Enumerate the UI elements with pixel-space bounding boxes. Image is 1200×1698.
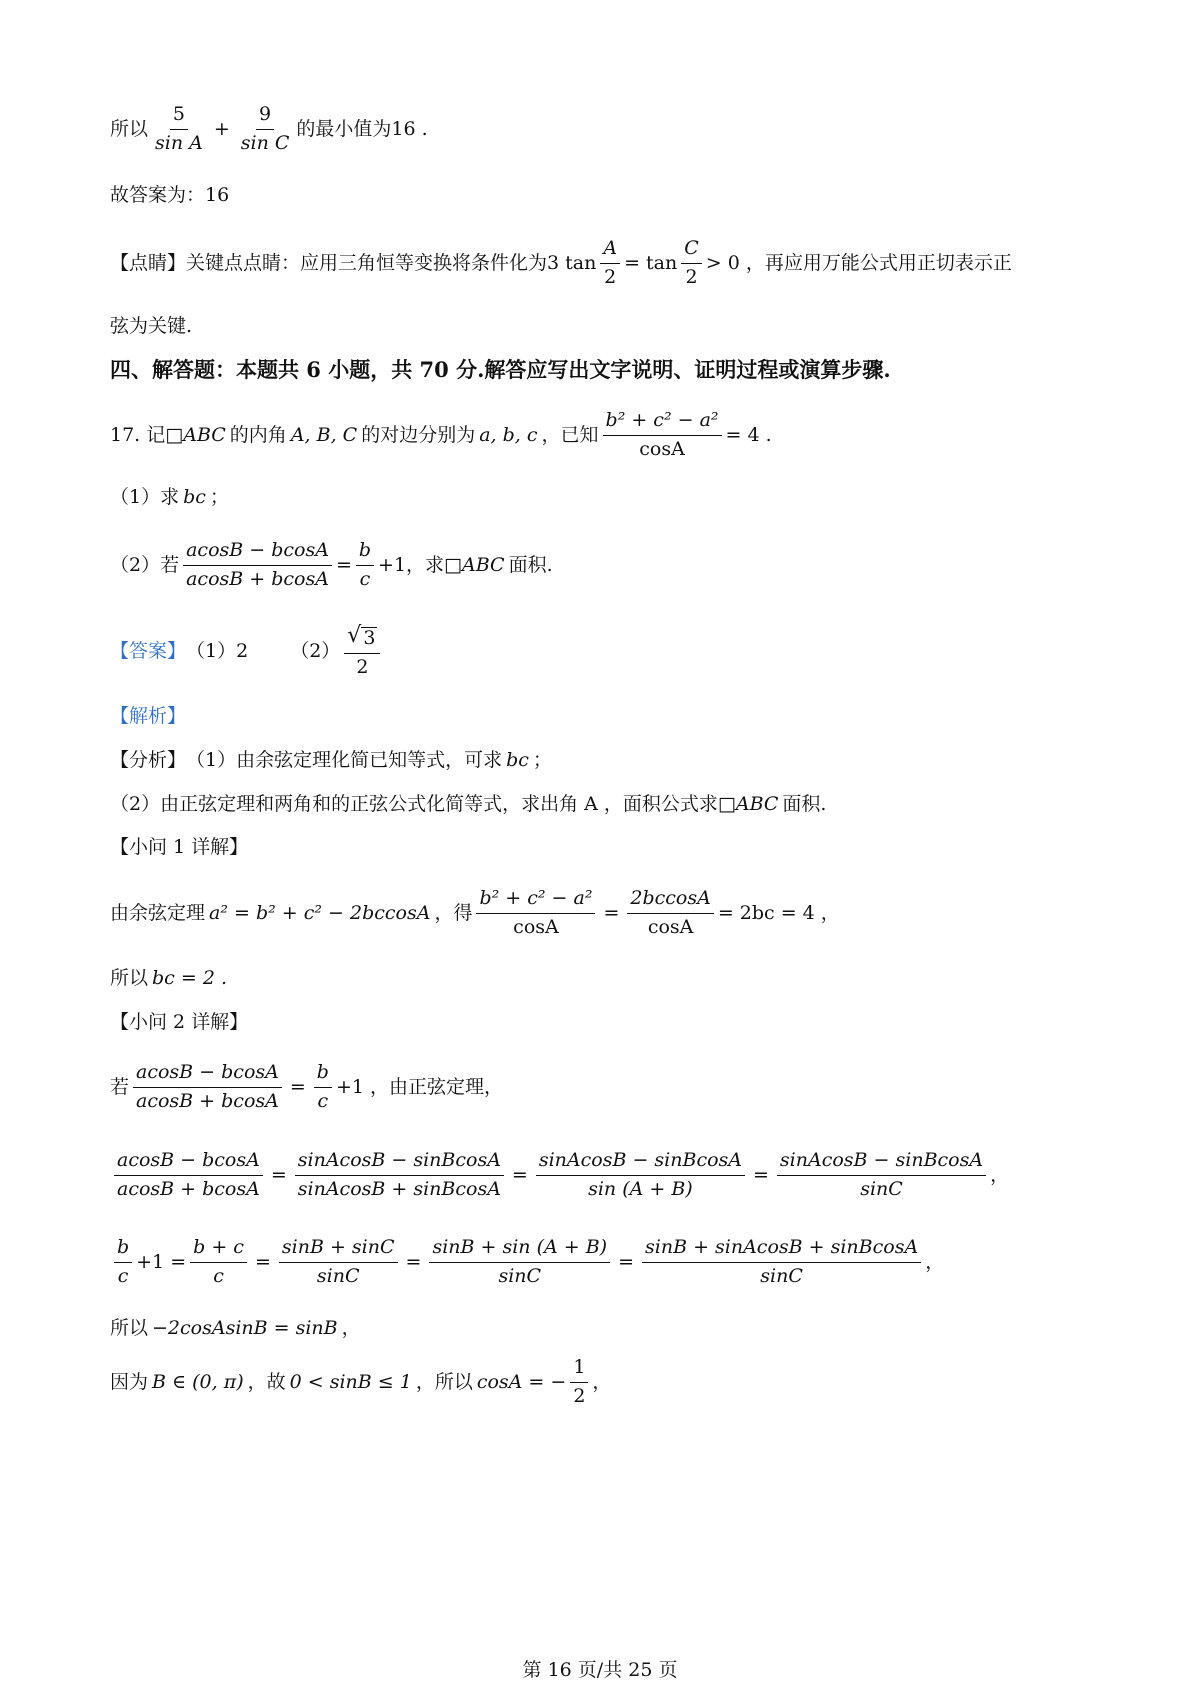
- text: 所以: [110, 967, 149, 989]
- answer-part-1: （1）2: [186, 640, 249, 663]
- sub-question-1-heading: [110, 837, 248, 858]
- text: 若: [110, 1075, 130, 1098]
- math: cosA = −: [476, 1370, 567, 1393]
- text: （2）由正弦定理和两角和的正弦公式化简等式，求出角 A ，面积公式求: [110, 793, 718, 815]
- math: ABC: [735, 793, 779, 815]
- triangle-icon: □: [165, 423, 184, 446]
- text: ，: [925, 1250, 945, 1273]
- text: = 2bc = 4 ，: [717, 901, 840, 924]
- page-footer: 第 16 页/共 25 页: [522, 1659, 678, 1681]
- fraction: [603, 410, 722, 461]
- denominator: 2: [356, 655, 369, 678]
- numerator: 9: [256, 104, 274, 130]
- numerator: b: [314, 1062, 332, 1088]
- analysis-tag: [110, 706, 186, 727]
- text: 由余弦定理: [110, 901, 206, 924]
- fraction: [777, 1150, 986, 1201]
- numerator: sinAcosB − sinBcosA: [536, 1150, 745, 1176]
- numerator: acosB − bcosA: [114, 1150, 263, 1176]
- fraction: [133, 1062, 282, 1113]
- fraction: [627, 888, 713, 939]
- numerator: acosB − bcosA: [183, 540, 332, 566]
- numerator: b + c: [190, 1237, 247, 1263]
- sub-question-2-heading: [110, 1012, 248, 1033]
- denominator: cosA: [639, 437, 685, 460]
- fraction: [536, 1150, 745, 1201]
- denominator: sinC: [316, 1264, 360, 1287]
- text: > 0 ，再应用万能公式用正切表示正: [705, 251, 1012, 274]
- math: 0 < sinB ≤ 1: [289, 1370, 412, 1393]
- math: B ∈ (0, π): [152, 1370, 244, 1393]
- denominator: sin C: [240, 131, 290, 154]
- numerator: acosB − bcosA: [133, 1062, 282, 1088]
- radical-icon: √: [347, 623, 362, 648]
- fraction: [600, 238, 620, 289]
- numerator: sinAcosB − sinBcosA: [777, 1150, 986, 1176]
- text: 弦为关键.: [110, 315, 193, 337]
- text: （2）若: [110, 553, 180, 576]
- math: bc: [183, 486, 206, 508]
- denominator: sin A: [155, 131, 203, 154]
- numerator: b² + c² − a²: [476, 888, 595, 914]
- numerator: sinB + sin (A + B): [429, 1237, 610, 1263]
- denominator: sinC: [760, 1264, 803, 1287]
- text: ；: [532, 749, 552, 771]
- numerator: 1: [570, 1357, 588, 1383]
- text: 的内角: [229, 423, 287, 446]
- text: +1 =: [136, 1250, 187, 1273]
- solution-2-line: 若 $\frac{acosB - bcosA}{acosB + bcosA}$ = $\frac{b}{c}$ +1 ，由正弦定理，: [110, 1061, 504, 1112]
- numerator: 5: [170, 104, 188, 130]
- fraction: [681, 238, 702, 289]
- fraction: [476, 888, 595, 939]
- denominator: c: [359, 567, 371, 590]
- answer-part-2-label: （2）: [290, 640, 341, 663]
- triangle-icon: □: [444, 553, 462, 576]
- denominator: c: [317, 1089, 329, 1112]
- text: （1）求: [110, 486, 180, 508]
- text: ，: [341, 1317, 361, 1339]
- fraction: [279, 1237, 398, 1288]
- solution-1-line: 由余弦定理 a² = b² + c² − 2bccosA ，得 $\frac{\text{b² + c² − a²}}{\cos A}$ = $\frac{2bccosA}{\cos A}$ = 2bc = 4 ，: [110, 887, 840, 938]
- equation-chain-1: $\frac{acosB - bcosA}{acosB + bcosA}$ = $\frac{\text{sinAcosB − sinBcosA}}{\text{sinAcosB + sinBcosA}}$ = $\frac{\text{sinAcosB − sinBcosA}}{\sin (A + B)}$ = $\frac{\text{sinAcosB − sinBcosA}}{\sin C}$ ，: [110, 1150, 1009, 1201]
- text: ，所以: [415, 1370, 473, 1393]
- denominator: cosA: [513, 915, 559, 938]
- numerator: [344, 625, 380, 654]
- denominator: acosB + bcosA: [186, 567, 329, 590]
- text: +1，求: [378, 553, 445, 576]
- heading-text: 四、解答题：本题共 6 小题，共 70 分.解答应写出文字说明、证明过程或演算步骤.: [110, 357, 891, 382]
- denominator: acosB + bcosA: [117, 1177, 260, 1200]
- fraction: [152, 104, 206, 155]
- text: ，: [990, 1163, 1010, 1186]
- question-part-2: [110, 540, 553, 591]
- denominator: 2: [604, 265, 617, 288]
- numerator: b: [356, 540, 374, 566]
- numerator: sinAcosB − sinBcosA: [295, 1150, 504, 1176]
- text: 面积.: [782, 793, 827, 815]
- text: 【小问 2 详解】: [110, 1011, 249, 1033]
- text: ，: [592, 1370, 612, 1393]
- text: = 4 .: [725, 423, 772, 446]
- denominator: c: [117, 1264, 129, 1287]
- fraction: [183, 540, 332, 591]
- denominator: cosA: [647, 915, 694, 938]
- text: ，故: [247, 1370, 286, 1393]
- text: ，已知: [541, 423, 599, 446]
- text: = tan: [624, 251, 678, 274]
- section-heading: [110, 358, 891, 381]
- numerator: b² + c² − a²: [603, 410, 722, 436]
- numerator: A: [600, 238, 620, 264]
- numerator: b: [114, 1237, 132, 1263]
- numerator: 2bccosA: [627, 888, 713, 914]
- text: 【解析】: [110, 705, 187, 727]
- fraction: [642, 1237, 921, 1288]
- text: +1 ，由正弦定理，: [335, 1075, 504, 1098]
- fraction: [295, 1150, 504, 1201]
- math: −2cosAsinB = sinB: [152, 1317, 338, 1339]
- text: ；: [209, 486, 229, 508]
- denominator: 2: [685, 265, 698, 288]
- fenxi-line-2: [110, 794, 826, 815]
- fraction: [356, 540, 374, 591]
- equation-line-4: [110, 1357, 611, 1408]
- math: bc = 2 .: [152, 967, 227, 989]
- fraction: [429, 1237, 610, 1288]
- text: 【分析】: [110, 749, 187, 771]
- answer-block: [110, 625, 384, 679]
- solution-1-conclusion: [110, 968, 227, 989]
- fraction: [114, 1150, 263, 1201]
- answer-tag: 【答案】: [110, 640, 187, 663]
- fraction: [570, 1357, 588, 1408]
- fraction: [238, 104, 293, 155]
- text: ，得: [434, 901, 473, 924]
- denominator: sinC: [498, 1264, 542, 1287]
- answer-line: [110, 185, 229, 206]
- text: 17. 记: [110, 423, 166, 446]
- denominator: 2: [573, 1384, 586, 1407]
- key-point-line-cont: [110, 316, 192, 337]
- math: bc: [506, 749, 529, 771]
- math: ABC: [462, 553, 505, 576]
- denominator: c: [213, 1264, 224, 1287]
- text: 【小问 1 详解】: [110, 836, 249, 858]
- fraction: [344, 625, 380, 679]
- question-part-1: [110, 487, 229, 508]
- denominator: acosB + bcosA: [136, 1089, 279, 1112]
- numerator: sinB + sinC: [279, 1237, 398, 1263]
- text: 【点睛】关键点点睛：应用三角恒等变换将条件化为3 tan: [110, 251, 597, 274]
- fraction: [314, 1062, 332, 1113]
- text: 面积.: [508, 553, 553, 576]
- text: （1）由余弦定理化简已知等式，可求: [186, 749, 503, 771]
- question-17: [110, 410, 772, 461]
- fenxi-line-1: [110, 750, 552, 771]
- operator: +: [213, 117, 230, 140]
- text: 所以: [110, 117, 149, 140]
- numerator: C: [681, 238, 702, 264]
- operator: =: [335, 553, 352, 576]
- text: 的对边分别为: [361, 423, 476, 446]
- denominator: sinC: [860, 1177, 903, 1200]
- math: ABC: [183, 423, 226, 446]
- text: 因为: [110, 1370, 149, 1393]
- fraction: [190, 1237, 247, 1288]
- math: a² = b² + c² − 2bccosA: [209, 901, 431, 924]
- text: 的最小值为16 .: [296, 117, 428, 140]
- math: a, b, c: [479, 423, 538, 446]
- numerator: sinB + sinAcosB + sinBcosA: [642, 1237, 921, 1263]
- min-value-line: [110, 104, 428, 155]
- key-point-line: [110, 238, 1012, 289]
- math: A, B, C: [290, 423, 358, 446]
- radicand: 3: [363, 627, 376, 649]
- equation-chain-2: $\frac{b}{c}$ +1 = $\frac{b + c}{c}$ = $\frac{\sin B + \sin C}{\sin C}$ = $\frac{\sin B + \sin (A + B)}{\sin C}$ = $\frac{\text{sinB + sinAcosB + sinBcosA}}{\sin C}$ ，: [110, 1237, 944, 1288]
- denominator: sin (A + B): [588, 1177, 693, 1200]
- equation-line-3: [110, 1318, 361, 1339]
- text: 故答案为：16: [110, 184, 230, 206]
- sqrt: [347, 625, 377, 650]
- text: 所以: [110, 1317, 149, 1339]
- triangle-icon: □: [717, 793, 736, 815]
- fraction: [114, 1237, 132, 1288]
- denominator: sinAcosB + sinBcosA: [297, 1177, 501, 1200]
